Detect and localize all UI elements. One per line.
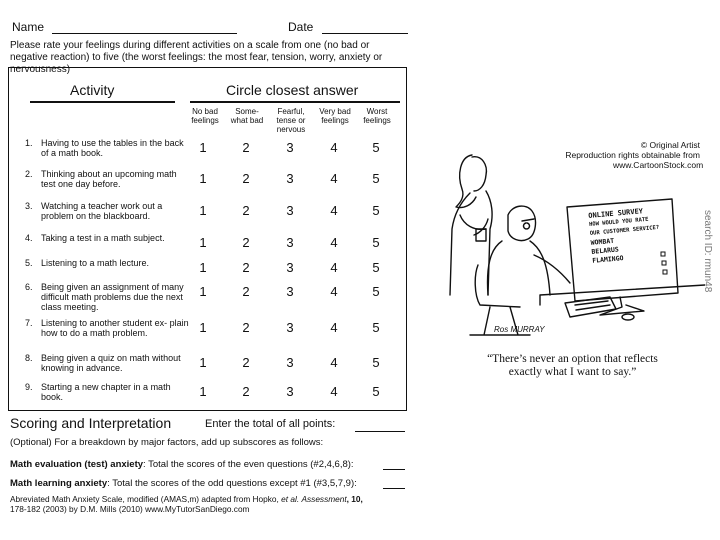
question-number: 3. bbox=[25, 201, 33, 211]
rating-option[interactable]: 2 bbox=[242, 384, 250, 399]
copyright-line-1: © Original Artist bbox=[640, 140, 700, 150]
optional-note: (Optional) For a breakdown by major factors, add up subscores as follows: bbox=[10, 437, 324, 448]
rating-option[interactable]: 3 bbox=[286, 203, 294, 218]
rating-option[interactable]: 1 bbox=[199, 320, 207, 335]
man-glasses bbox=[522, 219, 534, 229]
question-number: 9. bbox=[25, 382, 33, 392]
survey-option[interactable]: FLAMINGO bbox=[591, 254, 624, 265]
woman-hair bbox=[456, 155, 476, 208]
citation-source: 178-182 (2003) by D.M. Mills (2010) www.MyTutorSanDiego.com bbox=[10, 504, 250, 514]
survey-option[interactable]: WOMBAT bbox=[590, 236, 615, 247]
artist-signature: Ros MURRAY bbox=[494, 325, 545, 334]
question-number: 5. bbox=[25, 258, 33, 268]
caption-line-2: exactly what I want to say.” bbox=[508, 366, 637, 378]
date-label: Date bbox=[288, 20, 314, 34]
answer-header-underline bbox=[190, 101, 400, 103]
rating-option[interactable]: 2 bbox=[242, 284, 250, 299]
rating-option[interactable]: 3 bbox=[286, 384, 294, 399]
question-text: Starting a new chapter in a math book. bbox=[41, 382, 171, 402]
question-number: 4. bbox=[25, 233, 33, 243]
rating-option[interactable]: 2 bbox=[242, 260, 250, 275]
man-body bbox=[488, 241, 550, 295]
rating-option[interactable]: 3 bbox=[286, 320, 294, 335]
question-text: Listening to a math lecture. bbox=[41, 258, 150, 268]
rating-option[interactable]: 5 bbox=[372, 320, 380, 335]
activity-header: Activity bbox=[70, 82, 115, 98]
learning-anxiety-label: Math learning anxiety bbox=[10, 478, 108, 489]
rating-option[interactable]: 5 bbox=[372, 260, 380, 275]
total-field[interactable] bbox=[355, 431, 405, 432]
rating-option[interactable]: 3 bbox=[286, 260, 294, 275]
eval-anxiety-instruction: : Total the scores of the even questions (#2,4,6,8): bbox=[143, 459, 354, 470]
citation-text: Abreviated Math Anxiety Scale, modified (AMAS,m) adapted from Hopko, bbox=[10, 494, 279, 504]
total-prompt: Enter the total of all points: bbox=[205, 418, 336, 430]
rating-option[interactable]: 1 bbox=[199, 203, 207, 218]
survey-question-line-1: HOW WOULD YOU RATE bbox=[588, 216, 649, 228]
answer-header: Circle closest answer bbox=[226, 82, 359, 98]
question-number: 2. bbox=[25, 169, 33, 179]
activity-header-underline bbox=[30, 101, 175, 103]
cartoon-caption bbox=[455, 353, 690, 379]
rating-option[interactable]: 4 bbox=[330, 140, 338, 155]
rating-option[interactable]: 3 bbox=[286, 235, 294, 250]
rating-option[interactable]: 3 bbox=[286, 284, 294, 299]
rating-option[interactable]: 1 bbox=[199, 355, 207, 370]
rating-option[interactable]: 1 bbox=[199, 235, 207, 250]
rating-option[interactable]: 2 bbox=[242, 171, 250, 186]
caption-line-1: “There’s never an option that reflects bbox=[487, 353, 658, 365]
citation-volume: , 10, bbox=[346, 494, 363, 504]
citation-etal: et al. bbox=[281, 494, 300, 504]
survey-title: ONLINE SURVEY bbox=[588, 207, 644, 220]
survey-question-line-2: OUR CUSTOMER SERVICE? bbox=[589, 224, 660, 237]
question-text: Being given an assignment of many difficult math problems due the next class meeting. bbox=[41, 282, 184, 312]
desk bbox=[540, 285, 705, 305]
question-text: Taking a test in a math subject. bbox=[41, 233, 165, 243]
computer-mouse bbox=[622, 314, 634, 320]
woman-arms bbox=[460, 215, 488, 235]
rating-option[interactable]: 1 bbox=[199, 260, 207, 275]
rating-option[interactable]: 4 bbox=[330, 235, 338, 250]
rating-option[interactable]: 5 bbox=[372, 171, 380, 186]
rating-option[interactable]: 4 bbox=[330, 260, 338, 275]
rating-option[interactable]: 4 bbox=[330, 284, 338, 299]
citation-journal: Assessment bbox=[301, 494, 347, 504]
question-text: Having to use the tables in the back of a math book. bbox=[41, 138, 184, 158]
citation bbox=[10, 494, 363, 514]
question-text: Thinking about an upcoming math test one day before. bbox=[41, 169, 177, 189]
eval-anxiety-line bbox=[10, 459, 354, 471]
rating-option[interactable]: 5 bbox=[372, 384, 380, 399]
rating-option[interactable]: 4 bbox=[330, 355, 338, 370]
rating-option[interactable]: 2 bbox=[242, 203, 250, 218]
rating-option[interactable]: 3 bbox=[286, 355, 294, 370]
question-number: 1. bbox=[25, 138, 33, 148]
rating-option[interactable]: 5 bbox=[372, 235, 380, 250]
question-number: 8. bbox=[25, 353, 33, 363]
scale-label: Fearful, tense or nervous bbox=[276, 107, 306, 134]
rating-option[interactable]: 5 bbox=[372, 140, 380, 155]
man-head bbox=[508, 206, 535, 241]
copyright-line-2: Reproduction rights obtainable from bbox=[565, 150, 700, 160]
question-text: Being given a quiz on math without knowing in advance. bbox=[41, 353, 181, 373]
rating-option[interactable]: 1 bbox=[199, 171, 207, 186]
instructions: Please rate your feelings during different activities on a scale from one (no bad or negative reaction) to five (the worst feelings: the most fear, tension, worry, anxiety or nervousness) bbox=[10, 40, 383, 75]
scale-label: No bad feelings bbox=[191, 107, 219, 125]
rating-option[interactable]: 4 bbox=[330, 203, 338, 218]
scale-label: Some- what bad bbox=[230, 107, 264, 125]
name-field[interactable] bbox=[52, 33, 237, 34]
scoring-title: Scoring and Interpretation bbox=[10, 415, 172, 431]
survey-screen bbox=[588, 204, 682, 266]
rating-option[interactable]: 3 bbox=[286, 140, 294, 155]
option-checkbox[interactable] bbox=[663, 270, 667, 274]
rating-option[interactable]: 2 bbox=[242, 140, 250, 155]
date-field[interactable] bbox=[322, 33, 408, 34]
rating-option[interactable]: 2 bbox=[242, 355, 250, 370]
scale-label: Very bad feelings bbox=[319, 107, 351, 125]
survey-option[interactable]: BELARUS bbox=[591, 245, 620, 256]
eval-field[interactable] bbox=[383, 469, 405, 470]
man-arm bbox=[534, 255, 570, 283]
rating-option[interactable]: 1 bbox=[199, 384, 207, 399]
learning-anxiety-instruction: : Total the scores of the odd questions except #1 (#3,5,7,9): bbox=[107, 478, 357, 489]
rating-option[interactable]: 3 bbox=[286, 171, 294, 186]
rating-option[interactable]: 4 bbox=[330, 384, 338, 399]
name-label: Name bbox=[12, 20, 45, 34]
rating-option[interactable]: 4 bbox=[330, 320, 338, 335]
learning-field[interactable] bbox=[383, 488, 405, 489]
question-number: 7. bbox=[25, 318, 33, 328]
rating-option[interactable]: 2 bbox=[242, 320, 250, 335]
rating-option[interactable]: 2 bbox=[242, 235, 250, 250]
copyright-line-3: www.CartoonStock.com bbox=[613, 160, 704, 170]
rating-option[interactable]: 5 bbox=[372, 284, 380, 299]
woman-head bbox=[472, 157, 486, 191]
question-text: Listening to another student ex- plain how to do a math problem. bbox=[41, 318, 189, 338]
rating-option[interactable]: 4 bbox=[330, 171, 338, 186]
rating-option[interactable]: 5 bbox=[372, 203, 380, 218]
question-text: Watching a teacher work out a problem on the blackboard. bbox=[41, 201, 163, 221]
option-checkbox[interactable] bbox=[662, 261, 666, 265]
rating-option[interactable]: 5 bbox=[372, 355, 380, 370]
rating-option[interactable]: 1 bbox=[199, 284, 207, 299]
eval-anxiety-label: Math evaluation (test) anxiety bbox=[10, 459, 144, 470]
rating-option[interactable]: 1 bbox=[199, 140, 207, 155]
learning-anxiety-line bbox=[10, 478, 357, 490]
scale-label: Worst feelings bbox=[363, 107, 391, 125]
question-number: 6. bbox=[25, 282, 33, 292]
search-id: search ID: rmun48 bbox=[702, 210, 713, 293]
